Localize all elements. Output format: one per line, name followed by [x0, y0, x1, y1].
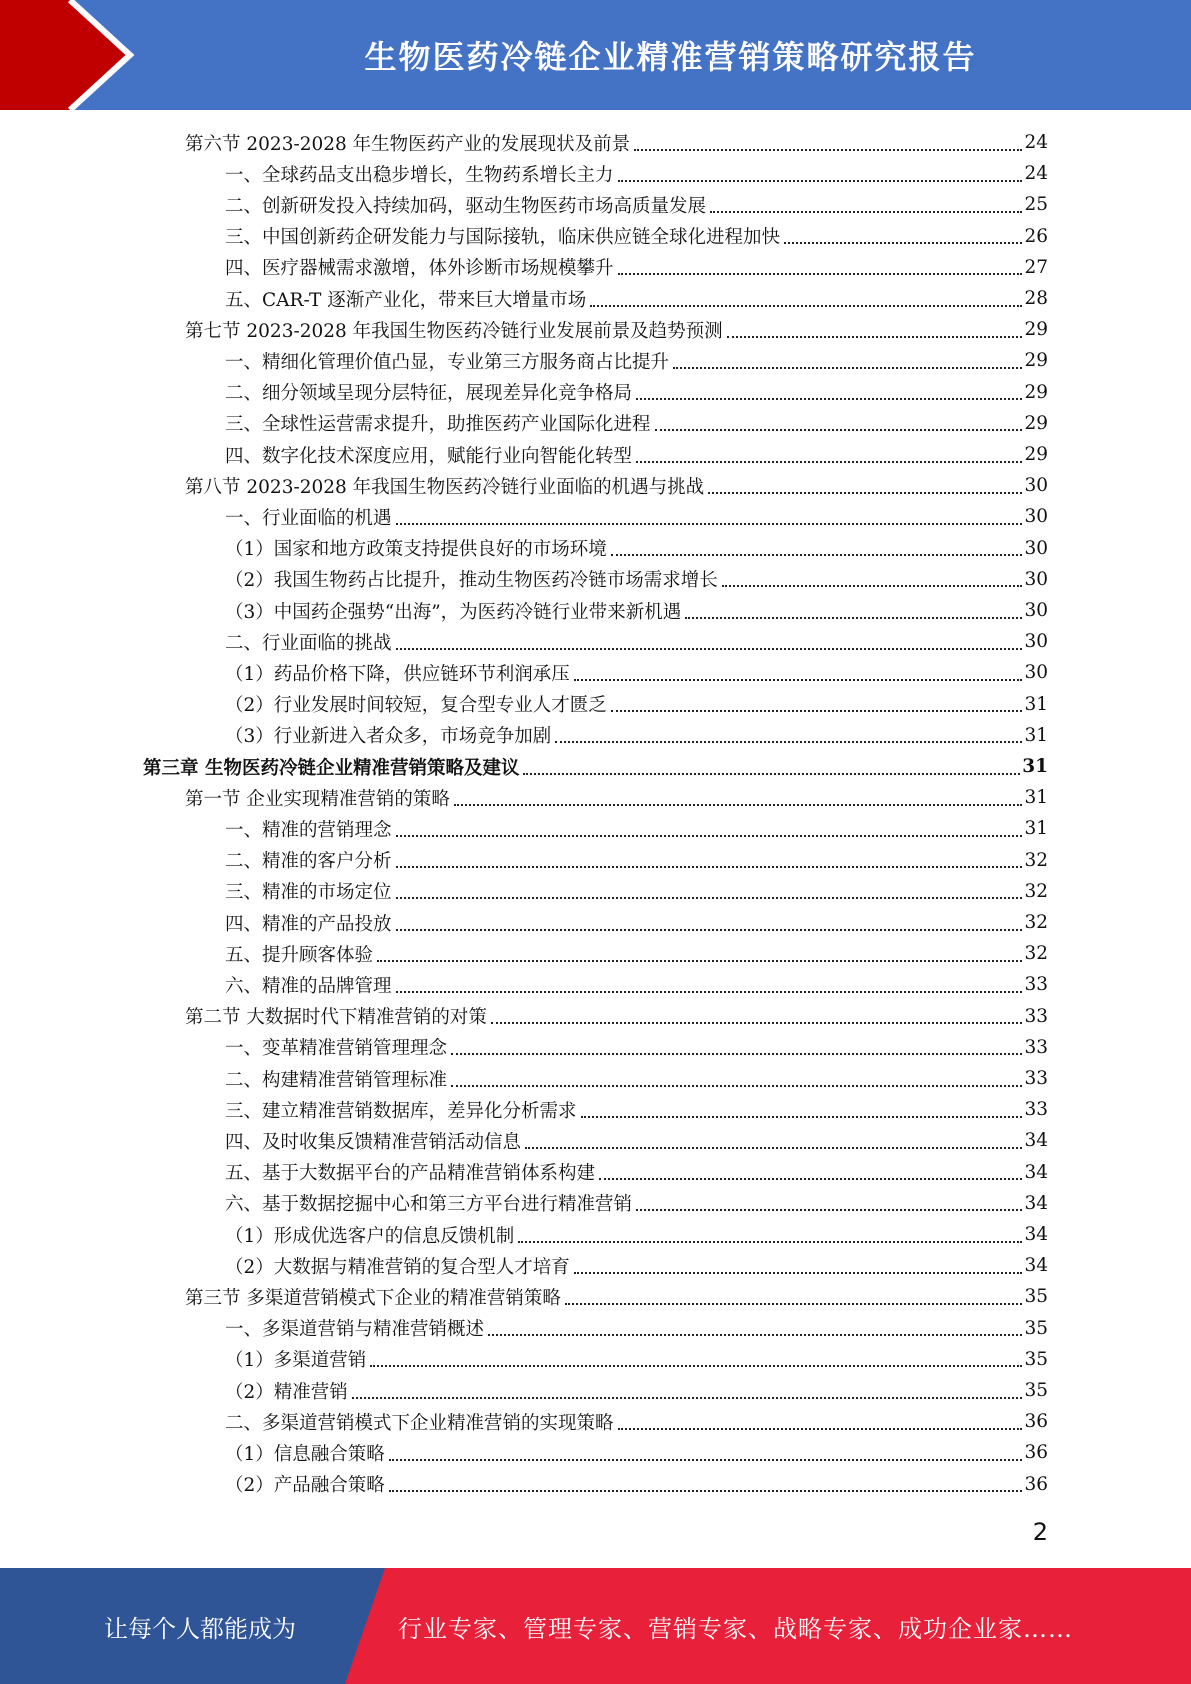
toc-entry[interactable] [225, 345, 1048, 376]
toc-leader-dots [523, 753, 1020, 775]
toc-entry-label: 二、精准的客户分析 [225, 851, 392, 873]
footer-slogan-left: 让每个人都能成为 [104, 1614, 296, 1643]
toc-entry-page: 29 [1024, 381, 1048, 403]
toc-entry-label: （2）我国生物药占比提升，推动生物医药冷链市场需求增长 [225, 570, 718, 592]
toc-entry[interactable] [185, 470, 1048, 501]
toc-entry-page: 30 [1024, 631, 1048, 653]
toc-leader-dots [491, 1002, 1023, 1024]
toc-entry[interactable] [225, 813, 1048, 844]
toc-leader-dots [673, 347, 1022, 369]
toc-entry-page: 32 [1024, 849, 1048, 871]
toc-entry[interactable] [185, 314, 1048, 345]
toc-entry-label: （3）行业新进入者众多，市场竞争加剧 [225, 726, 552, 748]
toc-entry[interactable] [225, 283, 1048, 314]
toc-entry-label: （1）多渠道营销 [225, 1350, 367, 1372]
toc-entry[interactable] [225, 1313, 1048, 1344]
toc-entry[interactable] [225, 907, 1048, 938]
toc-entry-page: 34 [1024, 1224, 1048, 1245]
toc-entry-page: 31 [1024, 787, 1048, 809]
toc-entry-page: 30 [1024, 600, 1048, 621]
toc-entry-page: 31 [1022, 756, 1048, 777]
toc-leader-dots [784, 222, 1022, 244]
toc-leader-dots [618, 253, 1023, 275]
toc-entry-label: （3）中国药企强势“出海”，为医药冷链行业带来新机遇 [225, 601, 682, 623]
toc-entry-label: 一、多渠道营销与精准营销概述 [225, 1319, 485, 1341]
toc-entry[interactable] [225, 1406, 1048, 1437]
page-header [0, 0, 1191, 110]
toc-entry-page: 34 [1024, 1130, 1048, 1152]
toc-entry[interactable] [225, 1437, 1048, 1468]
toc-entry-label: 一、行业面临的机遇 [225, 507, 392, 529]
toc-leader-dots [618, 160, 1023, 182]
toc-leader-dots [555, 721, 1022, 743]
toc-leader-dots [590, 285, 1022, 307]
toc-entry-page: 35 [1024, 1317, 1048, 1339]
toc-leader-dots [518, 1221, 1022, 1243]
toc-entry-label: （1）国家和地方政策支持提供良好的市场环境 [225, 539, 607, 561]
toc-entry-page: 31 [1024, 724, 1048, 746]
toc-leader-dots [636, 441, 1022, 463]
toc-entry[interactable] [225, 626, 1048, 657]
toc-leader-dots [454, 784, 1023, 806]
toc-leader-dots [396, 503, 1023, 525]
toc-entry-label: 一、全球药品支出稳步增长，生物药系增长主力 [225, 164, 614, 186]
toc-entry-page: 27 [1024, 256, 1048, 278]
toc-entry[interactable] [185, 1001, 1048, 1032]
toc-leader-dots [451, 1033, 1022, 1055]
toc-entry-label: 四、医疗器械需求激增，体外诊断市场规模攀升 [225, 258, 614, 280]
toc-entry-page: 30 [1024, 662, 1048, 684]
toc-entry-page: 25 [1024, 194, 1048, 216]
toc-leader-dots [396, 628, 1023, 650]
toc-entry-label: 二、行业面临的挑战 [225, 632, 392, 654]
toc-entry-label: 第八节 2023-2028 年我国生物医药冷链行业面临的机遇与挑战 [185, 476, 705, 498]
toc-entry[interactable] [225, 845, 1048, 876]
toc-entry[interactable] [225, 533, 1048, 564]
toc-entry[interactable] [225, 1250, 1048, 1281]
toc-entry-label: （2）精准营销 [225, 1381, 348, 1403]
toc-entry-label: 二、构建精准营销管理标准 [225, 1069, 448, 1091]
toc-entry-label: 五、提升顾客体验 [225, 944, 374, 966]
toc-entry[interactable] [225, 1094, 1048, 1125]
toc-entry-page: 35 [1024, 1348, 1048, 1370]
toc-entry-page: 33 [1024, 1005, 1048, 1027]
toc-leader-dots [488, 1314, 1022, 1336]
toc-entry-page: 30 [1024, 506, 1048, 528]
toc-entry[interactable] [185, 127, 1048, 158]
page-number: 2 [1032, 1518, 1048, 1546]
toc-entry-label: 第三章 生物医药冷链企业精准营销策略及建议 [143, 757, 520, 779]
toc-entry-page: 35 [1024, 1286, 1048, 1308]
toc-entry-page: 34 [1024, 1255, 1048, 1277]
toc-entry-label: 一、精准的营销理念 [225, 819, 392, 841]
toc-entry-label: 五、基于大数据平台的产品精准营销体系构建 [225, 1163, 596, 1185]
toc-leader-dots [377, 940, 1022, 962]
toc-entry-label: （1）信息融合策略 [225, 1443, 385, 1465]
footer-slogan-right: 行业专家、管理专家、营销专家、战略专家、成功企业家…… [398, 1614, 1073, 1643]
toc-entry-page: 33 [1024, 1099, 1048, 1121]
report-title: 生物医药冷链企业精准营销策略研究报告 [364, 38, 977, 76]
toc-entry-label: 第七节 2023-2028 年我国生物医药冷链行业发展前景及趋势预测 [185, 320, 723, 342]
toc-entry-page: 30 [1024, 537, 1048, 559]
toc-leader-dots [574, 659, 1023, 681]
toc-entry[interactable] [225, 564, 1048, 595]
toc-entry-label: （1）形成优选客户的信息反馈机制 [225, 1225, 515, 1247]
toc-entry-label: 六、基于数据挖掘中心和第三方平台进行精准营销 [225, 1194, 633, 1216]
toc-leader-dots [370, 1345, 1022, 1367]
toc-entry-label: 三、建立精准营销数据库，差异化分析需求 [225, 1100, 577, 1122]
toc-leader-dots [722, 565, 1023, 587]
toc-entry-page: 32 [1024, 880, 1048, 902]
toc-entry-page: 31 [1024, 693, 1048, 715]
toc-leader-dots [396, 877, 1023, 899]
toc-entry-page: 34 [1024, 1161, 1048, 1183]
toc-entry-page: 29 [1024, 319, 1048, 341]
toc-entry-page: 32 [1024, 943, 1048, 965]
toc-leader-dots [396, 971, 1023, 993]
page-footer [0, 1568, 1191, 1684]
toc-entry-page: 24 [1024, 163, 1048, 185]
toc-leader-dots [352, 1377, 1023, 1399]
toc-entry-label: （2）产品融合策略 [225, 1475, 385, 1497]
toc-entry-label: 四、精准的产品投放 [225, 913, 392, 935]
toc-entry[interactable] [225, 377, 1048, 408]
toc-entry[interactable] [225, 221, 1048, 252]
toc-entry-page: 29 [1024, 444, 1048, 465]
toc-entry[interactable] [225, 657, 1048, 688]
toc-entry-label: 三、全球性运营需求提升，助推医药产业国际化进程 [225, 414, 651, 436]
toc-entry-page: 34 [1024, 1192, 1048, 1214]
toc-leader-dots [396, 815, 1023, 837]
toc-entry[interactable] [225, 1125, 1048, 1156]
toc-entry[interactable] [225, 158, 1048, 189]
toc-entry-page: 33 [1024, 1036, 1048, 1058]
toc-entry-label: 第二节 大数据时代下精准营销的对策 [185, 1007, 487, 1029]
toc-entry-page: 24 [1024, 132, 1048, 153]
toc-entry-label: （1）药品价格下降，供应链环节利润承压 [225, 663, 570, 685]
toc-entry[interactable] [143, 751, 1048, 782]
toc-entry-label: 一、变革精准营销管理理念 [225, 1038, 448, 1060]
toc-entry-label: 三、精准的市场定位 [225, 882, 392, 904]
toc-entry-page: 32 [1024, 912, 1048, 933]
toc-entry[interactable] [225, 1188, 1048, 1219]
toc-entry-page: 36 [1024, 1411, 1048, 1433]
toc-entry-page: 33 [1024, 1068, 1048, 1089]
toc-leader-dots [636, 1189, 1022, 1211]
toc-entry-page: 30 [1024, 475, 1048, 497]
toc-entry-page: 36 [1024, 1442, 1048, 1464]
toc-entry[interactable] [225, 1344, 1048, 1375]
toc-leader-dots [451, 1065, 1022, 1087]
toc-leader-dots [574, 1252, 1023, 1274]
toc-leader-dots [581, 1096, 1023, 1118]
toc-entry[interactable] [225, 252, 1048, 283]
toc-entry[interactable] [225, 1375, 1048, 1406]
toc-entry-page: 35 [1024, 1380, 1048, 1401]
toc-entry[interactable] [225, 595, 1048, 626]
toc-leader-dots [611, 690, 1023, 712]
toc-entry[interactable] [225, 1157, 1048, 1188]
toc-entry-label: （2）大数据与精准营销的复合型人才培育 [225, 1256, 570, 1278]
toc-entry[interactable] [225, 501, 1048, 532]
toc-entry[interactable] [225, 1219, 1048, 1250]
toc-entry-page: 30 [1024, 568, 1048, 590]
toc-entry-page: 36 [1024, 1473, 1048, 1495]
toc-leader-dots [565, 1283, 1023, 1305]
toc-entry[interactable] [225, 1063, 1048, 1094]
toc-leader-dots [634, 129, 1022, 151]
toc-entry-label: 二、创新研发投入持续加码，驱动生物医药市场高质量发展 [225, 195, 707, 217]
toc-entry[interactable] [225, 720, 1048, 751]
toc-leader-dots [389, 1470, 1023, 1492]
toc-leader-dots [708, 472, 1022, 494]
toc-entry-label: 第一节 企业实现精准营销的策略 [185, 788, 450, 810]
toc-entry[interactable] [185, 1281, 1048, 1312]
toc-entry[interactable] [225, 689, 1048, 720]
toc-entry[interactable] [225, 969, 1048, 1000]
toc-leader-dots [396, 846, 1023, 868]
toc-leader-dots [396, 909, 1023, 931]
toc-entry-label: 第三节 多渠道营销模式下企业的精准营销策略 [185, 1287, 561, 1309]
toc-entry[interactable] [225, 189, 1048, 220]
toc-entry[interactable] [225, 408, 1048, 439]
toc-leader-dots [685, 597, 1022, 619]
toc-entry[interactable] [225, 938, 1048, 969]
toc-entry-label: 二、多渠道营销模式下企业精准营销的实现策略 [225, 1412, 614, 1434]
toc-entry-label: 五、CAR-T 逐渐产业化，带来巨大增量市场 [225, 289, 587, 311]
toc-entry-page: 28 [1024, 288, 1048, 309]
toc-entry-label: 四、数字化技术深度应用，赋能行业向智能化转型 [225, 445, 633, 467]
toc-leader-dots [655, 409, 1023, 431]
toc-entry[interactable] [185, 782, 1048, 813]
toc-leader-dots [710, 191, 1022, 213]
toc-entry[interactable] [225, 876, 1048, 907]
toc-leader-dots [636, 378, 1022, 400]
toc-entry-page: 33 [1024, 974, 1048, 996]
toc-entry-page: 29 [1024, 412, 1048, 434]
toc-leader-dots [389, 1439, 1023, 1461]
toc-entry-label: 一、精细化管理价值凸显，专业第三方服务商占比提升 [225, 351, 670, 373]
toc-leader-dots [618, 1408, 1023, 1430]
toc-leader-dots [599, 1158, 1022, 1180]
toc-leader-dots [727, 316, 1023, 338]
toc-leader-dots [611, 534, 1023, 556]
toc-entry-page: 29 [1024, 350, 1048, 372]
toc-entry-label: 二、细分领域呈现分层特征，展现差异化竞争格局 [225, 383, 633, 405]
toc-leader-dots [525, 1127, 1022, 1149]
toc-entry-label: （2）行业发展时间较短，复合型专业人才匮乏 [225, 695, 607, 717]
toc-entry[interactable] [225, 439, 1048, 470]
toc-entry[interactable] [225, 1032, 1048, 1063]
toc-entry-page: 31 [1024, 818, 1048, 840]
toc-entry-label: 六、精准的品牌管理 [225, 975, 392, 997]
toc-entry[interactable] [225, 1469, 1048, 1500]
toc-entry-label: 第六节 2023-2028 年生物医药产业的发展现状及前景 [185, 133, 631, 155]
toc-entry-page: 26 [1024, 225, 1048, 247]
toc-entry-label: 四、及时收集反馈精准营销活动信息 [225, 1131, 522, 1153]
toc-entry-label: 三、中国创新药企研发能力与国际接轨，临床供应链全球化进程加快 [225, 227, 781, 249]
